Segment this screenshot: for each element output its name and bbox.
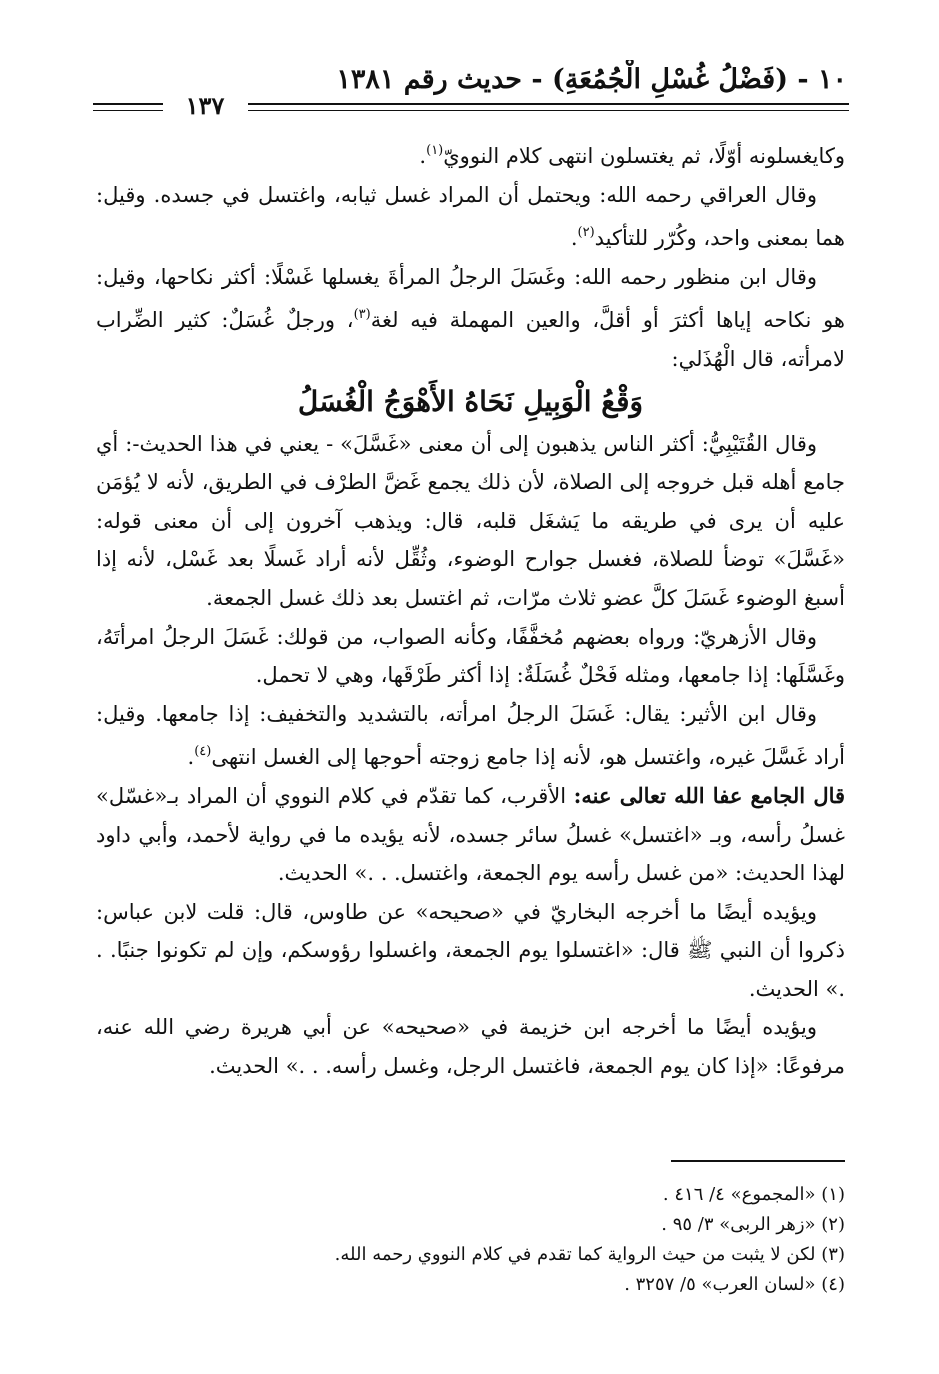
header-rule: [93, 110, 163, 111]
footnote: (١) «المجموع» ٤/ ٤١٦ .: [662, 1184, 845, 1205]
paragraph-text: وقال ابن الأثير: يقال: غَسَلَ الرجلُ امرأته، بالتشديد والتخفيف: إذا جامعها. وقيل: أراد غَسَّلَ غيره، واغتسل هو، لأنه إذا جامع زوجته أحوجها إلى الغسل انتهى: [96, 701, 845, 770]
footnote-ref: (٢): [577, 225, 595, 241]
header-rule: [248, 103, 849, 105]
paragraph: ويؤيده أيضًا ما أخرجه ابن خزيمة في «صحيحه» عن أبي هريرة رضي الله عنه، مرفوعًا: «إذا كان يوم الجمعة، فاغتسل الرجل، وغسل رأسه. . .» الحديث.: [96, 1015, 845, 1079]
footnote: (٤) «لسان العرب» ٥/ ٣٢٥٧ .: [624, 1274, 845, 1295]
paragraph: [96, 777, 845, 893]
paragraph-text: .: [570, 226, 578, 251]
paragraph-text: وقال العراقي رحمه الله: ويحتمل أن المراد غسل ثيابه، واغتسل في جسده. وقيل: هما بمعنى واحد، وكُرّر للتأكيد: [96, 182, 845, 251]
footnote-ref: (٤): [194, 744, 212, 760]
running-header-title: ١٠ - (فَضْلُ غُسْلِ الْجُمُعَةِ) - حديث رقم ١٣٨١: [336, 64, 847, 95]
footnote: (٢) «زهر الربى» ٣/ ٩٥ .: [661, 1214, 845, 1235]
paragraph-text: ، ورجلٌ غُسَلٌ: كثير الضِّراب لامرأته، قال الْهُذَلي:: [96, 308, 845, 371]
paragraph: [96, 176, 845, 258]
paragraph-text: .: [187, 745, 195, 770]
footnote-ref: (١): [426, 143, 444, 158]
paragraph: [96, 258, 845, 379]
paragraph-text: وكايغسلونه أوّلًا، ثم يغتسلون انتهى كلام النوويّ: [443, 144, 845, 168]
paragraph: وقال القُتَيْبِيُّ: أكثر الناس يذهبون إلى أن معنى «غَسَّلَ» - يعني في هذا الحديث-: أي جامع أهله قبل خروجه إلى الصلاة، لأن ذلك يجمع غَضَّ الطرْف في الطريق، لأنه لا يُؤمَن عليه أن يرى في طريقه ما يَشغَل قلبه، قال: ويذهب آخرون إلى أن معنى قوله: «غَسَّلَ» توضأ للصلاة، فغسل جوارح الوضوء، وثُقِّل لأنه أراد غَسلًا بعد غَسْل، لأنه إذا أسبغ الوضوء غَسَلَ كلَّ عضو ثلاث مرّات، ثم اغتسل بعد ذلك غسل الجمعة.: [96, 431, 845, 610]
header-rule: [248, 110, 849, 111]
poetry-verse: وَقْعُ الْوَبِيلِ نَحَاهُ الأَهْوَجُ الْغُسَلُ: [297, 384, 644, 418]
main-text: [96, 132, 845, 1086]
footnote-separator: [671, 1160, 845, 1162]
paragraph: [96, 695, 845, 777]
footnote-ref: (٣): [353, 307, 371, 323]
paragraph: وقال الأزهريّ: ورواه بعضهم مُخفَّفًا، وكأنه الصواب، من قولك: غَسَلَ الرجلُ امرأتَهُ، وغَسَّلَها: إذا جامعها، ومثله فَحْلٌ غُسَلَةٌ: إذا أكثر طَرْقَها، وهي لا تحمل.: [96, 624, 845, 688]
footnote: (٣) لكن لا يثبت من حيث الرواية كما تقدم في كلام النووي رحمه الله.: [334, 1244, 845, 1265]
paragraph: [96, 132, 845, 176]
page-number: ١٣٧: [185, 91, 225, 120]
header-rule: [93, 103, 163, 105]
footnotes: [96, 1180, 845, 1300]
compiler-note-label: قال الجامع عفا الله تعالى عنه:: [573, 782, 846, 808]
paragraph-text: الأقرب، كما تقدّم في كلام النووي أن المراد بـ«غسّل» غسلُ رأسه، وبـ «اغتسل» غسلُ سائر جسده، لأنه يؤيده ما في رواية لأحمد، وأبي داود لهذا الحديث: «من غسل رأسه يوم الجمعة، واغتسل. . .» الحديث.: [96, 783, 845, 886]
paragraph: ويؤيده أيضًا ما أخرجه البخاريّ في «صحيحه» عن طاوس، قال: قلت لابن عباس: ذكروا أن النبي ﷺ قال: «اغتسلوا يوم الجمعة، واغسلوا رؤوسكم، وإن لم تكونوا جنبًا. . .» الحديث.: [96, 899, 845, 1001]
paragraph-text: وقال ابن منظور رحمه الله: وغَسَلَ الرجلُ المرأةَ يغسلها غَسْلًا: أكثر نكاحها، وقيل: هو نكاحه إياها أكثرَ أو أقلَّ، والعين المهملة فيه لغة: [96, 264, 845, 333]
paragraph-text: .: [419, 144, 427, 168]
